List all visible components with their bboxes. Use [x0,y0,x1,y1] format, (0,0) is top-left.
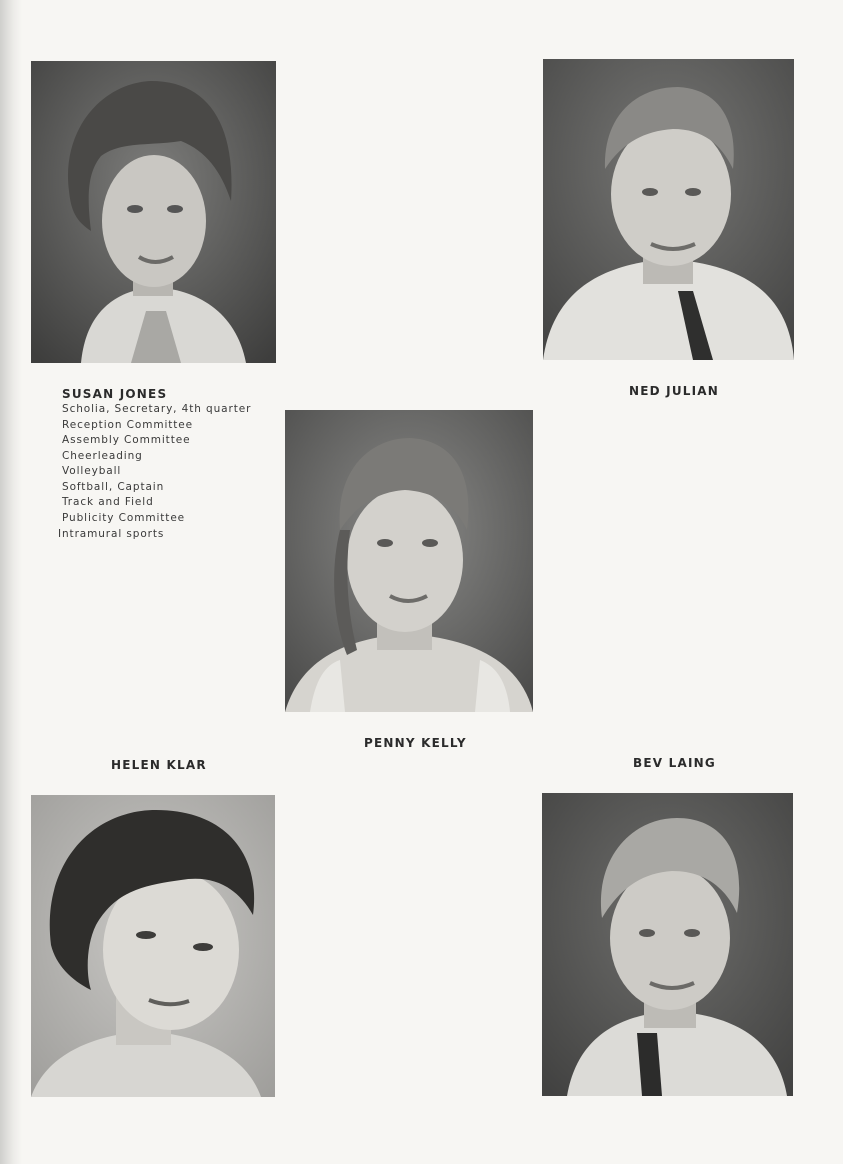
student-name-ned-julian: NED JULIAN [629,384,720,398]
activity-item: Track and Field [62,496,154,508]
activity-item: Assembly Committee [62,434,191,446]
portrait-susan-jones [31,61,276,363]
activity-item: Volleyball [62,465,122,477]
student-name-helen-klar: HELEN KLAR [111,758,207,772]
activity-item: Cheerleading [62,449,143,462]
activity-item: Scholia, Secretary, 4th quarter [62,403,252,415]
portrait-ned-julian [543,59,794,360]
activities-list-susan-jones [58,402,252,543]
binding-shadow [0,0,22,1164]
activity-item: Softball, Captain [62,480,165,493]
student-name-susan-jones: SUSAN JONES [62,387,168,401]
student-name-penny-kelly: PENNY KELLY [364,736,467,750]
portrait-penny-kelly [285,410,533,712]
activity-item: Intramural sports [58,528,165,540]
portrait-bev-laing [542,793,793,1096]
activity-item: Publicity Committee [62,511,186,524]
student-name-bev-laing: BEV LAING [633,756,716,770]
activity-item: Reception Committee [62,418,194,431]
portrait-helen-klar [31,795,275,1097]
